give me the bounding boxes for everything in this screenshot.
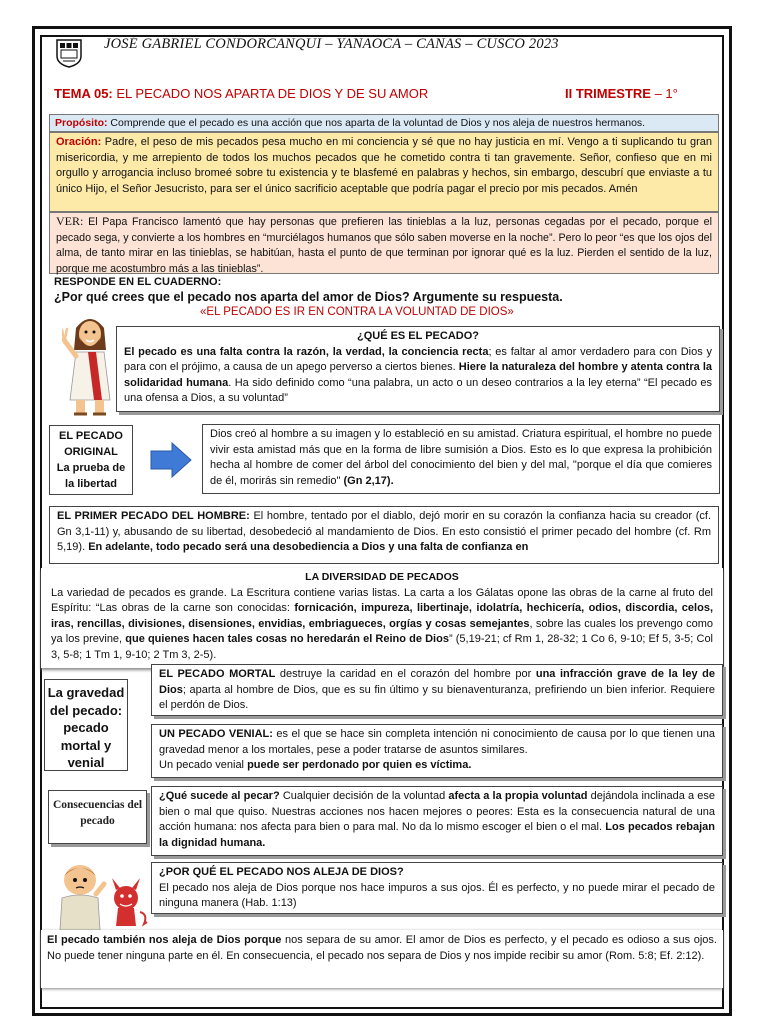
what-happens-box: ¿Qué sucede al pecar? Cualquier decisión de la voluntad afecta a la propia voluntad dejándola inclinada a ese bien o mal que quiso. Nuestras acciones nos hacen mejores o peores: Esta es la consecuencia natural de una acción humana: nos afecta para bien o para mal. No da lo mismo escoger el bien o el mal. Los pecados rebajan la dignidad humana. <box>151 786 723 856</box>
mortal-sin-box: EL PECADO MORTAL destruye la caridad en el corazón del hombre por una infracción grave de la ley de Dios; aparta al hombre de Dios, que es su fin último y su bienaventuranza, prefiriendo un bien inferior. Requiere el perdón de Dios. <box>151 664 723 716</box>
what-is-sin-title: ¿QUÉ ES EL PECADO? <box>356 330 480 342</box>
god-created-box: Dios creó al hombre a su imagen y lo estableció en su amistad. Criatura espiritual, el hombre no puede vivir esta amistad más que en la forma de libre sumisión a Dios. Esto es lo que expresa la prohibición hecha al hombre de comer del árbol del conocimiento del bien y del mal, "porque el día que comieres de él, morirás sin remedio" (Gn 2,17). <box>202 424 720 494</box>
first-sin-box: EL PRIMER PECADO DEL HOMBRE: El hombre, tentado por el diablo, dejó morir en su corazón la confianza hacia su creador (cf. Gn 3,1-11) y, abusando de su libertad, desobedeció al mandamiento de Dios. En esto consistió el primer pecado del hombre (cf. Rm 5,19). En adelante, todo pecado será una desobediencia a Dios y una falta de confianza en <box>49 506 719 564</box>
motto: «EL PECADO ES IR EN CONTRA LA VOLUNTAD DE DIOS» <box>200 306 514 318</box>
school-crest-icon <box>54 38 84 68</box>
original-sin-label: EL PECADO ORIGINAL La prueba de la libertad <box>49 425 133 495</box>
see-box: VER: El Papa Francisco lamentó que hay personas que prefieren las tinieblas a la luz, personas cegadas por el pecado, porque el pecado sega, y convierte a los hombres en “murciélagos humanos que sólo saben moverse en la noche”. Pero lo peor “es que los ojos del alma, de tanto mirar en las tinieblas, se habitúan, hasta el punto de que terminan por ignorar qué es la luz. Pierden el sentido de la luz, porque me acostumbro más a las tinieblas”. <box>49 212 719 274</box>
trimester-label: II TRIMESTRE – 1° <box>565 86 678 101</box>
prayer-box: Oración: Padre, el peso de mis pecados pesa mucho en mi conciencia y sé que no hay justicia en mí. Vengo a ti suplicando tu gran misericordia, y me arrepiento de todos los muchos pecados que he cometido contra ti tan gravemente. Señor, confieso que en mi orgullo y arrogancia incluso bromeé sobre tu existencia y te blasfemé en palabras y hechos, sin embargo, descubrí que enviaste a tu único Hijo, el Señor Jesucristo, para ser el único sacrificio aceptable que podría pagar el precio por mis pecados. Amén <box>49 132 719 212</box>
right-arrow-icon <box>150 442 192 478</box>
diversity-of-sins-box: LA DIVERSIDAD DE PECADOS La variedad de pecados es grande. La Escritura contiene varias listas. La carta a los Gálatas opone las obras de la carne al fruto del Espíritu: “Las obras de la carne son conocidas: fornicación, impureza, libertinaje, idolatría, hechicería, odios, discordia, celos, iras, rencillas, divisiones, disensiones, envidias, embriagueces, orgías y cosas semejantes, sobre las cuales los prevengo como ya los previne, que quienes hacen tales cosas no heredarán el Reino de Dios” (5,19-21; cf Rm 1, 28-32; 1 Co 6, 9-10; Ef 5, 3-5; Col 3, 5-8; 1 Tm 1, 9-10; 2 Tm 3, 2-5). <box>41 568 723 668</box>
school-header: JOSÉ GABRIEL CONDORCANQUI – YANAOCA – CANAS – CUSCO 2023 <box>104 36 559 52</box>
diversity-title: LA DIVERSIDAD DE PECADOS <box>305 571 459 583</box>
what-is-sin-box: ¿QUÉ ES EL PECADO? El pecado es una falta contra la razón, la verdad, la conciencia recta; es faltar al amor verdadero para con Dios y para con el prójimo, a causa de un apego perverso a ciertos bienes. Hiere la naturaleza del hombre y atenta contra la solidaridad humana. Ha sido definido como “una palabra, un acto o un deseo contrarios a la ley eterna” “El pecado es una ofensa a Dios, a su voluntad” <box>116 326 720 412</box>
lesson-title: TEMA 05: EL PECADO NOS APARTA DE DIOS Y DE SU AMOR <box>54 86 429 101</box>
why-sin-separates-title: ¿POR QUÉ EL PECADO NOS ALEJA DE DIOS? <box>159 866 404 878</box>
why-sin-separates-box: ¿POR QUÉ EL PECADO NOS ALEJA DE DIOS? El pecado nos aleja de Dios porque nos hace impuros a sus ojos. Él es perfecto, y no puede mirar el pecado de ninguna manera (Hab. 1:13) <box>151 862 723 914</box>
venial-sin-box: UN PECADO VENIAL: es el que se hace sin completa intención ni conocimiento de causa por lo que tienen una gravedad menor a los mortales, pese a poder tratarse de asuntos similares. Un pecado venial puede ser perdonado por quien es víctima. <box>151 724 723 778</box>
answer-instruction: RESPONDE EN EL CUADERNO: <box>54 276 222 288</box>
boy-with-devil-cartoon-icon <box>50 858 150 930</box>
final-note-box: El pecado también nos aleja de Dios porque nos separa de su amor. El amor de Dios es perfecto, y el pecado es odioso a sus ojos. No puede tener ninguna parte en él. En consecuencia, el pecado nos separa de Dios y nos impide recibir su amor (Rom. 5:8; Ef. 2:12). <box>41 930 723 988</box>
gravity-label: La gravedad del pecado: pecado mortal y venial <box>44 679 128 771</box>
jesus-cartoon-icon <box>62 310 118 420</box>
purpose-box: Propósito: Comprende que el pecado es una acción que nos aparta de la voluntad de Dios y nos aleja de nuestros hermanos. <box>49 114 719 132</box>
main-question: ¿Por qué crees que el pecado nos aparta del amor de Dios? Argumente su respuesta. <box>54 290 563 304</box>
consequences-label: Consecuencias del pecado <box>48 790 147 844</box>
